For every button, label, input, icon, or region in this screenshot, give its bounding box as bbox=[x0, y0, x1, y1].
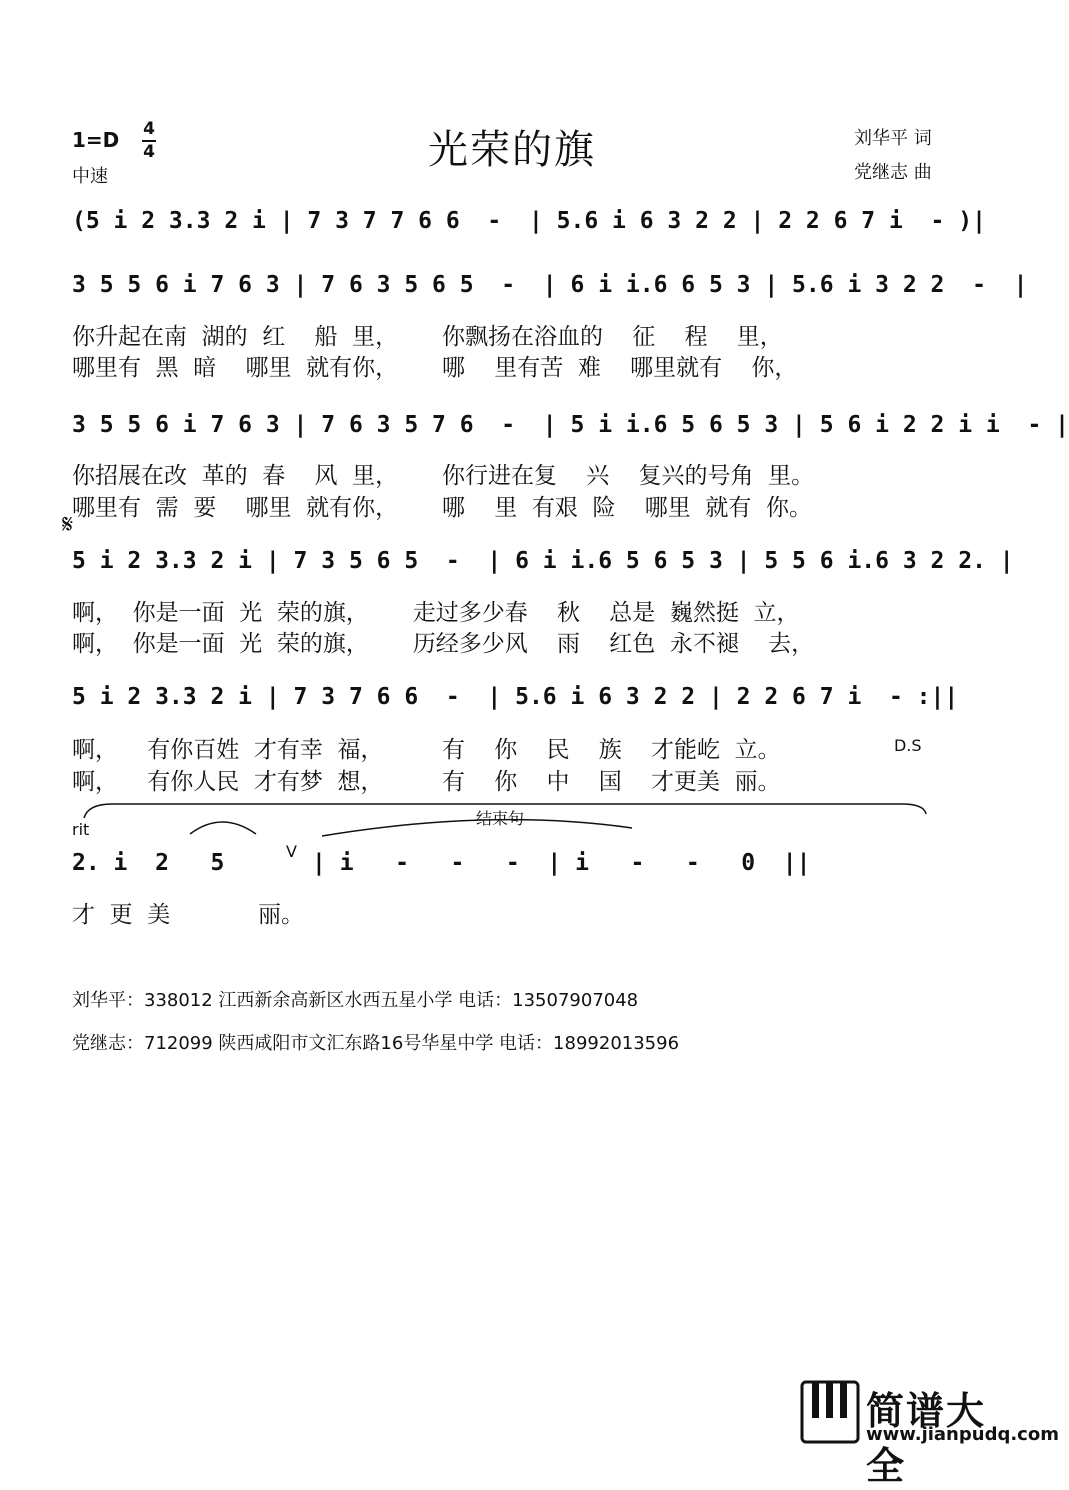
watermark-url: www.jianpudq.com bbox=[866, 1424, 1059, 1445]
lyric-line-3-verse-2: 哪里有 需 要 哪里 就有你， 哪 里 有艰 险 哪里 就有 你。 bbox=[72, 495, 812, 521]
contact-composer: 党继志：712099 陕西咸阳市文汇东路16号华星中学 电话：18992013596 bbox=[72, 1033, 680, 1054]
lyric-line-6: 才 更 美 丽。 bbox=[72, 902, 304, 928]
time-bottom: 4 bbox=[143, 142, 155, 162]
tempo-marking: 中速 bbox=[72, 166, 108, 187]
ending-label: 结束句 bbox=[476, 809, 525, 828]
ritardando-marking: rit bbox=[72, 820, 90, 839]
key-signature: 1=D bbox=[72, 128, 120, 152]
lyric-line-2-verse-2: 哪里有 黑 暗 哪里 就有你， 哪 里有苦 难 哪里就有 你， bbox=[72, 355, 798, 381]
score-line-6-a: 2. i 2 5 bbox=[72, 850, 225, 876]
piano-keys-icon bbox=[800, 1380, 860, 1444]
lyric-line-2-verse-1: 你升起在南 湖的 红 船 里， 你飘扬在浴血的 征 程 里， bbox=[72, 324, 783, 350]
time-top: 4 bbox=[143, 119, 155, 139]
lyric-line-3-verse-1: 你招展在改 革的 春 风 里， 你行进在复 兴 复兴的号角 里。 bbox=[72, 463, 815, 489]
segno-icon: 𝄋 bbox=[62, 510, 74, 540]
lyric-line-5-verse-2: 啊， 有你人民 才有梦 想， 有 你 中 国 才更美 丽。 bbox=[72, 769, 781, 795]
watermark-text: 简谱大全 bbox=[866, 1389, 987, 1488]
lyric-line-5-verse-1: 啊， 有你百姓 才有幸 福， 有 你 民 族 才能屹 立。 bbox=[72, 737, 781, 763]
lyricist-credit: 刘华平 词 bbox=[854, 128, 932, 149]
score-line-1: (5 i 2 3.3 2 i | 7 3 7 7 6 6 - | 5.6 i 6 3 2 2 | 2 2 6 7 i - )| bbox=[72, 208, 986, 234]
score-line-6-b: | i - - - | i - - 0 || bbox=[312, 850, 811, 876]
breath-mark: V bbox=[286, 842, 297, 861]
score-line-3: 3 5 5 6 i 7 6 3 | 7 6 3 5 7 6 - | 5 i i.6 5 6 5 3 | 5 6 i 2 2 i i - | bbox=[72, 412, 1069, 438]
tie-arc bbox=[190, 822, 256, 834]
contact-lyricist: 刘华平：338012 江西新余高新区水西五星小学 电话：13507907048 bbox=[72, 990, 639, 1011]
lyric-line-4-verse-2: 啊， 你是一面 光 荣的旗， 历经多少风 雨 红色 永不褪 去， bbox=[72, 631, 815, 657]
time-signature bbox=[142, 120, 156, 162]
lyric-line-4-verse-1: 啊， 你是一面 光 荣的旗， 走过多少春 秋 总是 巍然挺 立， bbox=[72, 600, 800, 626]
score-line-2: 3 5 5 6 i 7 6 3 | 7 6 3 5 6 5 - | 6 i i.6 6 5 3 | 5.6 i 3 2 2 - | bbox=[72, 272, 1028, 298]
composer-credit: 党继志 曲 bbox=[854, 162, 932, 183]
dal-segno-marking: D.S bbox=[894, 736, 922, 755]
score-line-5: 5 i 2 3.3 2 i | 7 3 7 6 6 - | 5.6 i 6 3 2 2 | 2 2 6 7 i - :|| bbox=[72, 684, 959, 710]
song-title: 光荣的旗 bbox=[428, 127, 596, 173]
score-line-4: 5 i 2 3.3 2 i | 7 3 5 6 5 - | 6 i i.6 5 6 5 3 | 5 5 6 i.6 3 2 2. | bbox=[72, 548, 1014, 574]
